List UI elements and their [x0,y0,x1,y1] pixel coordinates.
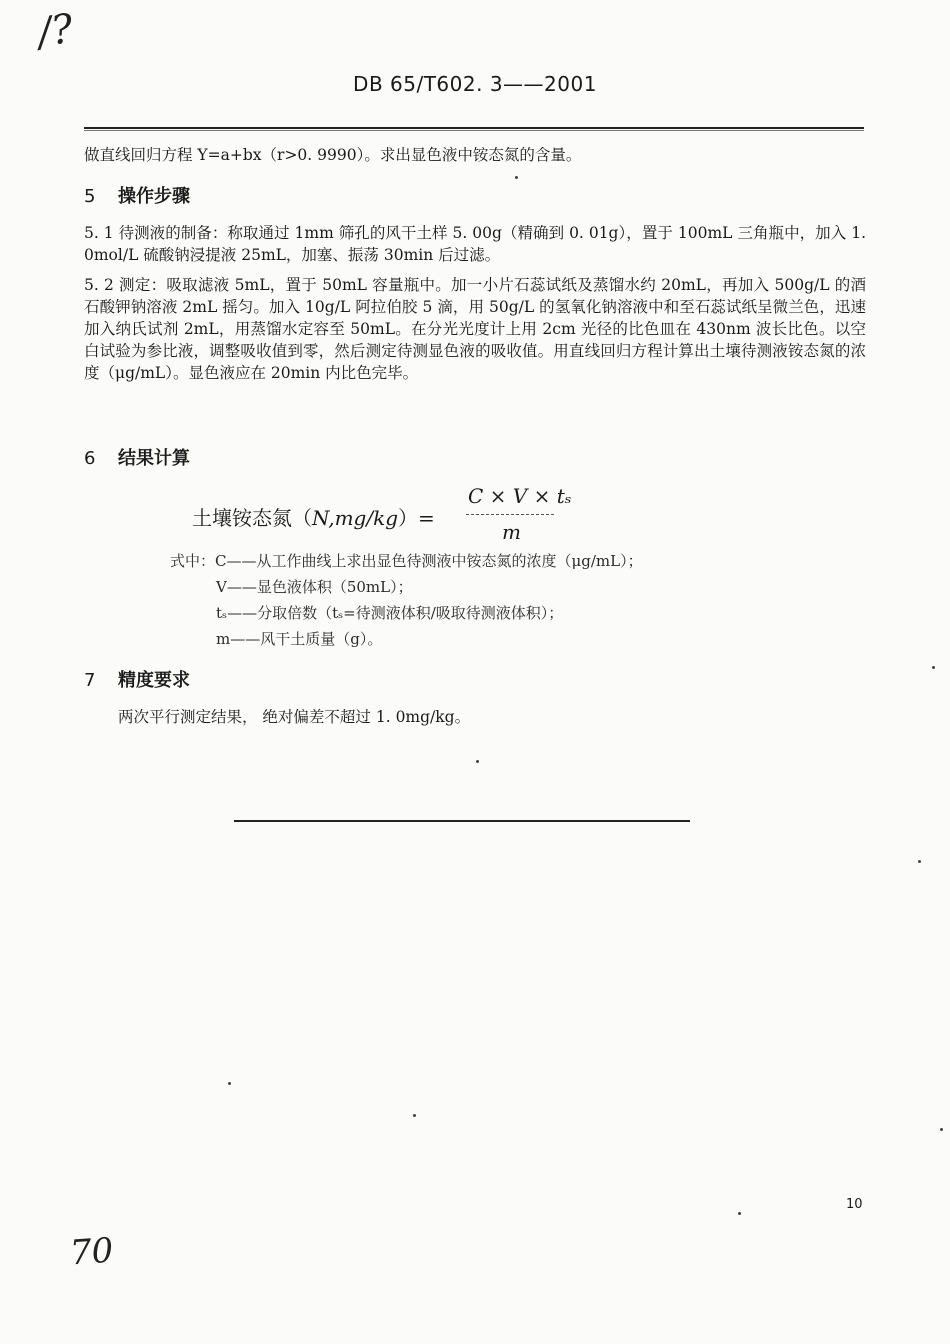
section-7-number: 7 [84,670,96,691]
section-7-text: 两次平行测定结果， 绝对偏差不超过 1. 0mg/kg。 [118,708,471,726]
section-6-heading [84,444,190,470]
section-7-title: 精度要求 [118,670,190,691]
formula-legend [170,548,643,652]
section-6-number: 6 [84,448,96,469]
section-5-title: 操作步骤 [118,186,190,207]
scan-speck [476,760,479,763]
legend-line: tₛ——分取倍数（tₛ=待测液体积/吸取待测液体积）； [216,604,564,622]
handwritten-mark-top: /? [34,5,76,57]
formula-numerator: C × V × tₛ [468,484,572,508]
section-6-title: 结果计算 [118,448,190,469]
result-formula [192,484,612,544]
legend-line: 式中：C——从工作曲线上求出显色待测液中铵态氮的浓度（μg/mL）； [170,552,643,570]
end-rule [234,820,690,822]
section-5-1-paragraph: 5. 1 待测液的制备：称取通过 1mm 筛孔的风干土样 5. 00g（精确到 0. 01g），置于 100mL 三角瓶中，加入 1. 0mol/L 硫酸钠浸提液 25mL，加塞、振荡 30min 后过滤。 [84,224,866,264]
legend-line: m——风干土质量（g）。 [216,630,383,648]
intro-line: 做直线回归方程 Y=a+bx（r>0. 9990）。求出显色液中铵态氮的含量。 [84,146,582,164]
scan-speck [918,860,921,863]
scan-speck [738,1212,741,1215]
section-5-2-paragraph: 5. 2 测定：吸取滤液 5mL，置于 50mL 容量瓶中。加一小片石蕊试纸及蒸馏水约 20mL，再加入 500g/L 的酒石酸钾钠溶液 2mL 摇匀。加入 10g/L 阿拉伯胶 5 滴，用 50g/L 的氢氧化钠溶液中和至石蕊试纸呈微兰色，迅速加入纳氏试剂 2mL，用蒸馏水定容至 50mL。在分光光度计上用 2cm 光径的比色皿在 430nm 波长比色。以空白试验为参比液，调整吸收值到零，然后测定待测显色液的吸收值。用直线回归方程计算出土壤待测液铵态氮的浓度（μg/mL）。显色液应在 20min 内比色完毕。 [84,276,866,382]
formula-lhs-units: N,mg/kg [312,506,399,530]
scan-speck [940,1128,943,1131]
formula-lhs [192,502,435,531]
header-rule [84,127,864,129]
section-7-heading [84,666,190,692]
scan-speck [413,1114,416,1117]
section-5-number: 5 [84,186,96,207]
legend-line: V——显色液体积（50mL）； [216,578,413,596]
header-rule-thin [84,130,864,131]
formula-denominator: m [502,520,521,544]
formula-fraction-bar [466,514,554,515]
scan-speck [515,176,518,179]
handwritten-mark-bottom: 70 [68,1230,115,1274]
formula-lhs-equals: ）= [398,506,435,530]
formula-lhs-text: 土壤铵态氮（ [192,506,312,530]
section-5-heading [84,182,190,208]
scan-speck [228,1082,231,1085]
page-number: 10 [846,1197,863,1212]
document-header: DB 65/T602. 3——2001 [353,72,597,96]
scan-speck [932,666,935,669]
